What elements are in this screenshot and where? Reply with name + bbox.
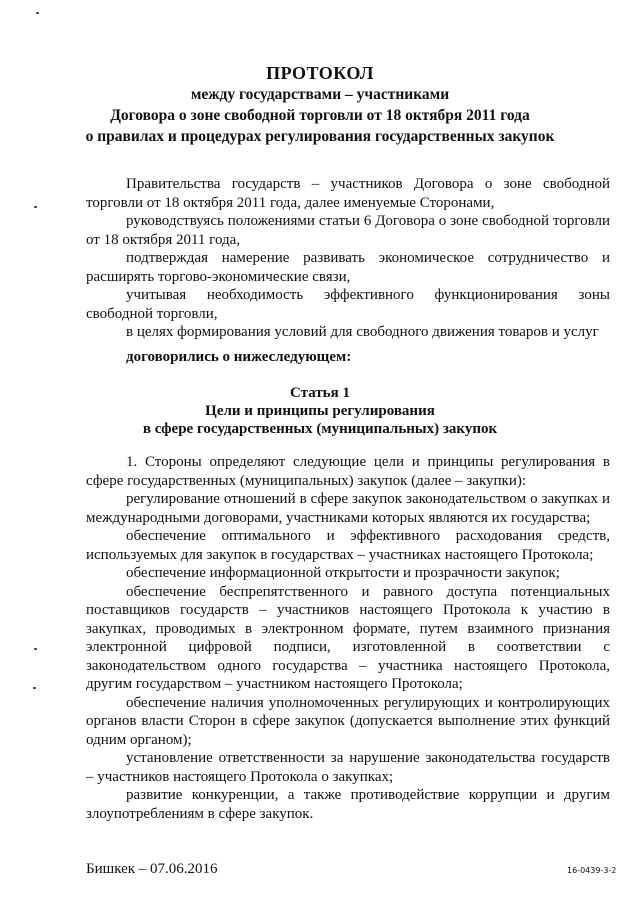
article-paragraph: обеспечение информационной открытости и прозрачности закупок; — [126, 565, 560, 581]
scan-speck — [34, 206, 37, 208]
document-code: 16-0439-3-2 — [567, 866, 617, 875]
preamble-paragraph: подтверждая намерение развивать экономическое сотрудничество и расширять торгово-экономические связи, — [86, 250, 610, 285]
document-title: ПРОТОКОЛ — [266, 63, 374, 83]
article-paragraph: обеспечение беспрепятственного и равного доступа потенциальных поставщиков государств – участников настоящего Протокола к участию в закупках, проводимых в электронном формате, путем взаимного признания электронной цифровой подписи, изготовленной в соответствии с законодательством одного государства – участника настоящего Протокола, другим государством – участником настоящего Протокола; — [86, 583, 610, 692]
preamble-paragraph: учитывая необходимость эффективного функционирования зоны свободной торговли, — [86, 287, 610, 322]
article-paragraph: обеспечение наличия уполномоченных регулирующих и контролирующих органов власти Сторон в сфере закупок (допускается выполнение этих функций одним органом); — [86, 694, 610, 748]
scan-speck — [33, 687, 36, 689]
header-line-1: между государствами – участниками — [190, 86, 450, 103]
article-paragraph: установление ответственности за нарушение законодательства государств – участников настоящего Протокола о закупках; — [86, 750, 610, 785]
scan-speck — [34, 648, 37, 650]
article-paragraph: обеспечение оптимального и эффективного расходования средств, используемых для закупок в государствах – участниках настоящего Протокола; — [86, 528, 610, 563]
preamble-paragraph: Правительства государств – участников Договора о зоне свободной торговли от 18 октября 2011 года, далее именуемые Сторонами, — [86, 176, 610, 211]
article-title-line-2: в сфере государственных (муниципальных) закупок — [142, 421, 498, 437]
place-date: Бишкек – 07.06.2016 — [86, 861, 218, 877]
article-paragraph: регулирование отношений в сфере закупок законодательством о закупках и международными договорами, участниками которых являются их государства; — [86, 491, 610, 526]
header-line-3: о правилах и процедурах регулирования государственных закупок — [85, 128, 555, 145]
preamble-paragraph: в целях формирования условий для свободного движения товаров и услуг — [126, 324, 599, 340]
agreed-clause: договорились о нижеследующем: — [126, 349, 352, 365]
header-line-2: Договора о зоне свободной торговли от 18 октября 2011 года — [110, 107, 530, 124]
preamble — [86, 175, 610, 342]
article-number: Статья 1 — [290, 385, 350, 401]
scan-speck — [36, 12, 39, 14]
article-paragraph: 1. Стороны определяют следующие цели и принципы регулирования в сфере государственных (муниципальных) закупок (далее – закупки): — [86, 454, 610, 489]
preamble-paragraph: руководствуясь положениями статьи 6 Договора о зоне свободной торговли от 18 октября 2011 года, — [86, 213, 610, 248]
article-heading — [0, 384, 640, 438]
article-title-line-1: Цели и принципы регулирования — [205, 403, 435, 419]
article-body — [86, 453, 610, 823]
document-header — [0, 62, 640, 147]
article-paragraph: развитие конкуренции, а также противодействие коррупции и другим злоупотреблениям в сфере закупок. — [86, 787, 610, 822]
